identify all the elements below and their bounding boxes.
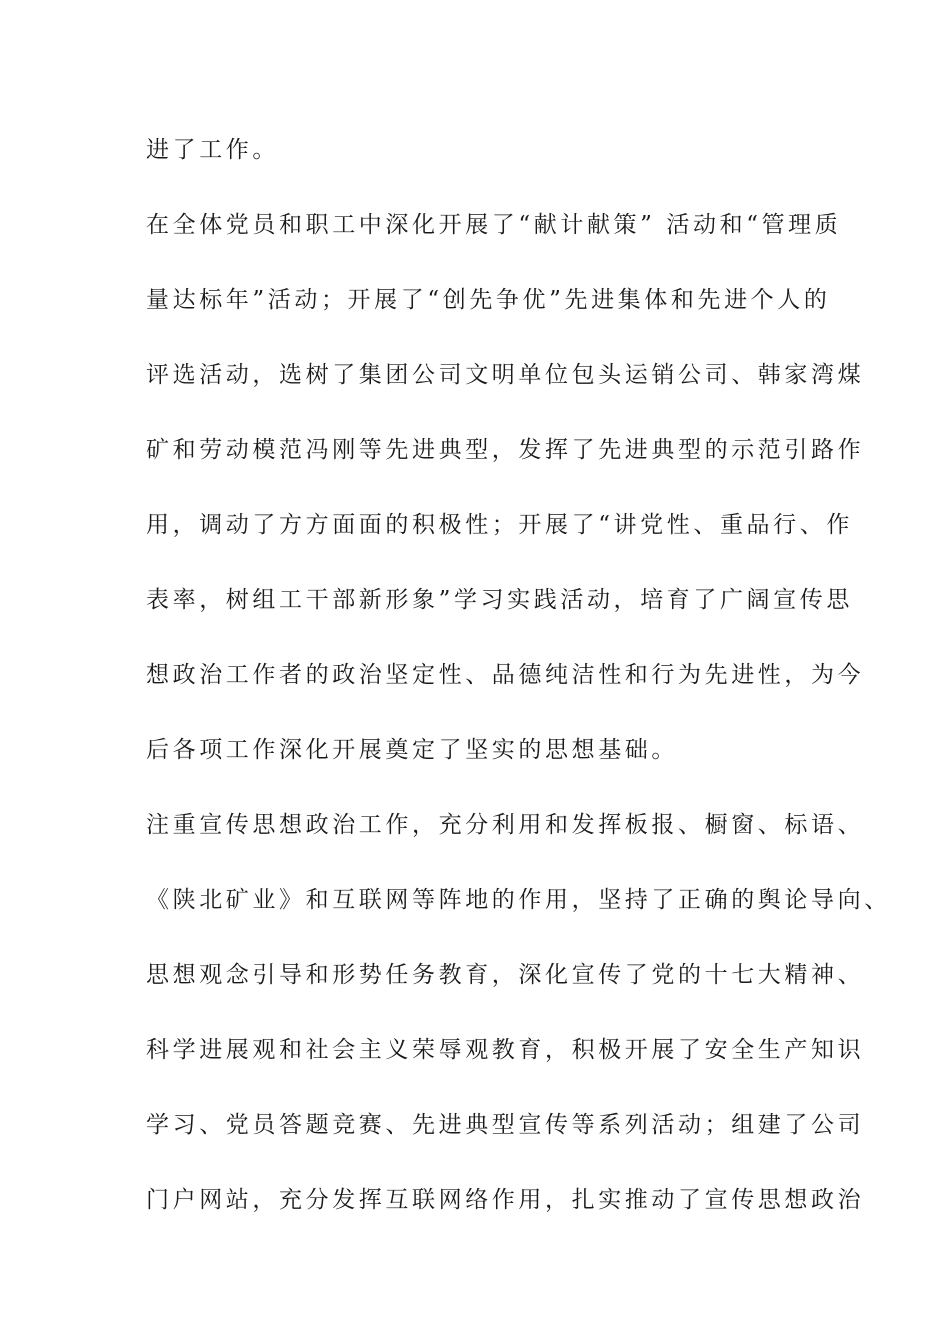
text-line: 后各项工作深化开展奠定了坚实的思想基础。	[146, 737, 678, 763]
text-line: 用，调动了方方面面的积极性；开展了“讲党性、重品行、作	[146, 512, 853, 538]
text-line: 《陕北矿业》和互联网等阵地的作用，坚持了正确的舆论导向、	[146, 887, 891, 913]
text-line: 评选活动，选树了集团公司文明单位包头运销公司、韩家湾煤	[146, 362, 865, 388]
text-line: 在全体党员和职工中深化开展了“献计献策” 活动和“管理质	[146, 212, 842, 238]
text-line: 注重宣传思想政治工作，充分利用和发挥板报、橱窗、标语、	[146, 812, 865, 838]
text-line: 思想观念引导和形势任务教育，深化宣传了党的十七大精神、	[146, 962, 865, 988]
text-line: 量达标年”活动；开展了“创先争优”先进集体和先进个人的	[146, 287, 831, 313]
text-line: 科学进展观和社会主义荣辱观教育，积极开展了安全生产知识	[146, 1037, 865, 1063]
text-line: 想政治工作者的政治坚定性、品德纯洁性和行为先进性，为今	[146, 662, 865, 688]
text-line: 学习、党员答题竞赛、先进典型宣传等系列活动；组建了公司	[146, 1112, 865, 1138]
text-line: 门户网站，充分发挥互联网络作用，扎实推动了宣传思想政治	[146, 1187, 865, 1213]
text-line: 表率，树组工干部新形象”学习实践活动，培育了广阔宣传思	[146, 587, 853, 613]
text-line: 进了工作。	[146, 137, 279, 163]
text-line: 矿和劳动模范冯刚等先进典型，发挥了先进典型的示范引路作	[146, 437, 865, 463]
